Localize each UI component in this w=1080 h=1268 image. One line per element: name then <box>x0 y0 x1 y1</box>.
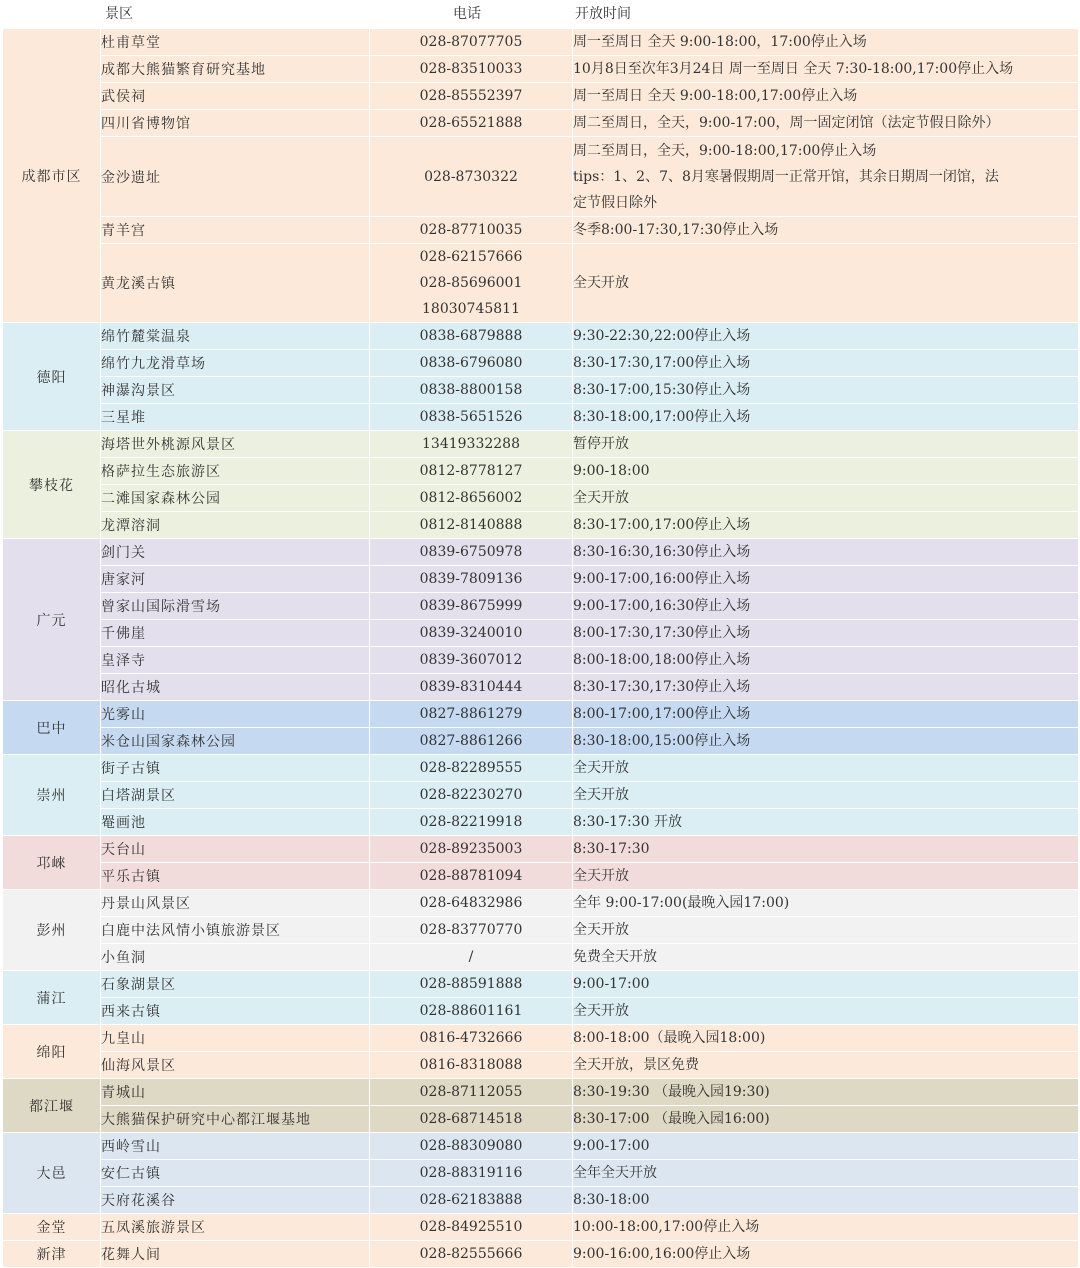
hours-cell <box>573 863 1079 890</box>
hours-line: 周一至周日 全天 9:00-18:00，17:00停止入场 <box>573 34 867 50</box>
phone-cell <box>370 83 573 110</box>
table-row <box>3 971 1079 998</box>
hours-cell <box>573 728 1079 755</box>
hours-line: 8:30-17:30 开放 <box>573 814 682 830</box>
spot-name-cell: 西来古镇 <box>101 998 370 1025</box>
spot-name-cell: 皇泽寺 <box>101 647 370 674</box>
spot-name-cell: 海塔世外桃源风景区 <box>101 431 370 458</box>
table-row <box>3 431 1079 458</box>
phone-line: 028-82219918 <box>419 814 523 830</box>
hours-line: 9:00-18:00 <box>573 463 650 479</box>
table-row <box>3 1106 1079 1133</box>
table-row <box>3 458 1079 485</box>
hours-cell <box>573 1187 1079 1214</box>
phone-line: 0838-5651526 <box>419 409 523 425</box>
table-row <box>3 566 1079 593</box>
hours-line: 8:30-17:00,17:00停止入场 <box>573 517 751 533</box>
table-row <box>3 1214 1079 1241</box>
hours-cell <box>573 836 1079 863</box>
phone-cell <box>370 323 573 350</box>
hours-line: 9:00-17:00,16:30停止入场 <box>573 598 751 614</box>
phone-line: 028-65521888 <box>419 115 523 131</box>
hours-cell <box>573 674 1079 701</box>
hours-line: 8:00-18:00,18:00停止入场 <box>573 652 751 668</box>
spot-name-cell: 米仓山国家森林公园 <box>101 728 370 755</box>
hours-line: 免费全天开放 <box>573 949 657 965</box>
phone-cell <box>370 1160 573 1187</box>
spot-name-cell: 二滩国家森林公园 <box>101 485 370 512</box>
hours-line: tips：1、2、7、8月寒暑假期周一正常开馆，其余日期周一闭馆，法 <box>573 168 999 185</box>
spot-name-cell: 仙海风景区 <box>101 1052 370 1079</box>
phone-line: 0839-3240010 <box>419 625 523 641</box>
spot-name-cell: 西岭雪山 <box>101 1133 370 1160</box>
hours-line: 9:00-17:00 <box>573 1138 650 1154</box>
hours-cell <box>573 1025 1079 1052</box>
hours-line: 全天开放 <box>573 760 629 776</box>
spot-name-cell: 安仁古镇 <box>101 1160 370 1187</box>
phone-line: 028-62183888 <box>419 1192 523 1208</box>
hours-cell <box>573 350 1079 377</box>
spot-name-cell: 绵竹九龙滑草场 <box>101 350 370 377</box>
table-row <box>3 244 1079 323</box>
spot-name-cell: 白塔湖景区 <box>101 782 370 809</box>
spot-name-cell: 五凤溪旅游景区 <box>101 1214 370 1241</box>
spot-name-cell: 平乐古镇 <box>101 863 370 890</box>
phone-cell <box>370 350 573 377</box>
table-row <box>3 539 1079 566</box>
hours-line: 8:00-18:00（最晚入园18:00) <box>573 1030 766 1046</box>
phone-line: 028-85552397 <box>419 88 523 104</box>
phone-cell <box>370 1187 573 1214</box>
region-cell: 彭州 <box>3 890 101 971</box>
phone-line: 028-83770770 <box>419 922 523 938</box>
table-row <box>3 701 1079 728</box>
hours-cell <box>573 56 1079 83</box>
phone-line: 0812-8656002 <box>419 490 523 506</box>
hours-cell <box>573 1079 1079 1106</box>
phone-cell <box>370 56 573 83</box>
hours-line: 全天开放 <box>573 490 629 506</box>
table-row <box>3 1079 1079 1106</box>
hours-cell <box>573 217 1079 244</box>
phone-cell <box>370 1214 573 1241</box>
hours-line: 冬季8:00-17:30,17:30停止入场 <box>573 222 779 238</box>
table-row <box>3 836 1079 863</box>
header-hours: 开放时间 <box>575 6 631 22</box>
phone-line: 028-85696001 <box>419 275 523 291</box>
table-row <box>3 217 1079 244</box>
phone-cell <box>370 1133 573 1160</box>
phone-line: 028-62157666 <box>419 249 523 265</box>
phone-cell <box>370 971 573 998</box>
hours-line: 8:30-18:00,15:00停止入场 <box>573 733 751 749</box>
spot-name-cell: 四川省博物馆 <box>101 110 370 137</box>
phone-line: 028-68714518 <box>419 1111 523 1127</box>
spot-name-cell: 青城山 <box>101 1079 370 1106</box>
table-row <box>3 485 1079 512</box>
spot-name-cell: 剑门关 <box>101 539 370 566</box>
phone-cell <box>370 1052 573 1079</box>
phone-line: 028-82289555 <box>419 760 523 776</box>
hours-cell <box>573 809 1079 836</box>
phone-cell <box>370 593 573 620</box>
region-cell: 蒲江 <box>3 971 101 1025</box>
phone-cell <box>370 458 573 485</box>
table-row <box>3 56 1079 83</box>
spot-name-cell: 金沙遗址 <box>101 137 370 217</box>
table-row <box>3 944 1079 971</box>
spot-name-cell: 曾家山国际滑雪场 <box>101 593 370 620</box>
hours-cell <box>573 485 1079 512</box>
hours-line: 8:30-17:30,17:30停止入场 <box>573 679 751 695</box>
hours-line: 8:30-17:00 （最晚入园16:00) <box>573 1111 770 1127</box>
hours-line: 周二至周日，全天，9:00-17:00，周一固定闭馆（法定节假日除外） <box>573 115 1000 131</box>
spot-name-cell: 花舞人间 <box>101 1241 370 1268</box>
hours-line: 全天开放，景区免费 <box>573 1057 699 1073</box>
table-row <box>3 29 1079 56</box>
spot-name-cell: 神瀑沟景区 <box>101 377 370 404</box>
phone-line: 028-84925510 <box>419 1219 523 1235</box>
phone-line: 028-87710035 <box>419 222 523 238</box>
phone-line: 028-87077705 <box>419 34 523 50</box>
region-cell: 成都市区 <box>3 29 101 323</box>
phone-line: 0812-8140888 <box>419 517 523 533</box>
hours-cell <box>573 137 1079 217</box>
hours-cell <box>573 890 1079 917</box>
hours-line: 9:00-17:00,16:00停止入场 <box>573 571 751 587</box>
header-spot: 景区 <box>105 6 133 22</box>
hours-cell <box>573 998 1079 1025</box>
phone-cell <box>370 620 573 647</box>
region-cell: 金堂 <box>3 1214 101 1241</box>
table-row <box>3 674 1079 701</box>
phone-line: 0816-4732666 <box>419 1030 523 1046</box>
phone-line: / <box>468 949 474 965</box>
hours-line: 暂停开放 <box>573 436 629 452</box>
table-row <box>3 377 1079 404</box>
phone-line: 0827-8861279 <box>419 706 523 722</box>
hours-line: 8:30-17:30 <box>573 841 650 857</box>
phone-cell <box>370 782 573 809</box>
spot-name-cell: 唐家河 <box>101 566 370 593</box>
region-cell: 崇州 <box>3 755 101 836</box>
phone-cell <box>370 836 573 863</box>
hours-cell <box>573 512 1079 539</box>
hours-cell <box>573 110 1079 137</box>
hours-cell <box>573 431 1079 458</box>
phone-cell <box>370 566 573 593</box>
hours-cell <box>573 458 1079 485</box>
hours-cell <box>573 647 1079 674</box>
table-row <box>3 782 1079 809</box>
hours-cell <box>573 1106 1079 1133</box>
hours-line: 全年全天开放 <box>573 1165 657 1181</box>
region-cell: 大邑 <box>3 1133 101 1214</box>
phone-line: 028-88591888 <box>419 976 523 992</box>
phone-line: 0839-8310444 <box>419 679 523 695</box>
phone-line: 0838-8800158 <box>419 382 523 398</box>
hours-cell <box>573 593 1079 620</box>
hours-cell <box>573 1214 1079 1241</box>
hours-cell <box>573 29 1079 56</box>
phone-cell <box>370 485 573 512</box>
spot-name-cell: 天府花溪谷 <box>101 1187 370 1214</box>
table-row <box>3 998 1079 1025</box>
phone-line: 0839-7809136 <box>419 571 523 587</box>
hours-line: 8:30-17:00,15:30停止入场 <box>573 382 751 398</box>
table-row <box>3 1133 1079 1160</box>
spot-name-cell: 街子古镇 <box>101 755 370 782</box>
hours-cell <box>573 971 1079 998</box>
phone-cell <box>370 377 573 404</box>
phone-line: 028-89235003 <box>419 841 523 857</box>
hours-line: 8:30-19:30 （最晚入园19:30) <box>573 1084 770 1100</box>
phone-cell <box>370 647 573 674</box>
table-row <box>3 863 1079 890</box>
phone-cell <box>370 539 573 566</box>
hours-cell <box>573 755 1079 782</box>
spot-name-cell: 千佛崖 <box>101 620 370 647</box>
spot-name-cell: 黄龙溪古镇 <box>101 244 370 323</box>
phone-line: 0812-8778127 <box>419 463 523 479</box>
phone-line: 0816-8318088 <box>419 1057 523 1073</box>
spot-name-cell: 九皇山 <box>101 1025 370 1052</box>
phone-line: 028-83510033 <box>419 61 523 77</box>
phone-cell <box>370 917 573 944</box>
table-row <box>3 137 1079 217</box>
table-row <box>3 728 1079 755</box>
hours-line: 9:00-17:00 <box>573 976 650 992</box>
table-row <box>3 809 1079 836</box>
hours-line: 10:00-18:00,17:00停止入场 <box>573 1219 760 1235</box>
hours-line: 全年 9:00-17:00(最晚入园17:00) <box>573 895 790 911</box>
hours-cell <box>573 1241 1079 1268</box>
table-row <box>3 1025 1079 1052</box>
phone-cell <box>370 728 573 755</box>
hours-line: 8:30-17:30,17:00停止入场 <box>573 355 751 371</box>
phone-line: 0839-8675999 <box>419 598 523 614</box>
table-row <box>3 512 1079 539</box>
hours-cell <box>573 944 1079 971</box>
hours-line: 8:30-18:00 <box>573 1192 650 1208</box>
region-cell: 德阳 <box>3 323 101 431</box>
spot-name-cell: 丹景山风景区 <box>101 890 370 917</box>
spot-name-cell: 大熊猫保护研究中心都江堰基地 <box>101 1106 370 1133</box>
table-row <box>3 890 1079 917</box>
hours-line: 全天开放 <box>573 922 629 938</box>
hours-cell <box>573 701 1079 728</box>
table-row <box>3 647 1079 674</box>
hours-cell <box>573 917 1079 944</box>
phone-line: 028-82230270 <box>419 787 523 803</box>
spot-name-cell: 小鱼洞 <box>101 944 370 971</box>
hours-line: 9:30-22:30,22:00停止入场 <box>573 328 751 344</box>
hours-line: 9:00-16:00,16:00停止入场 <box>573 1246 751 1262</box>
phone-line: 0839-3607012 <box>419 652 523 668</box>
table-row <box>3 620 1079 647</box>
hours-line: 全天开放 <box>573 1003 629 1019</box>
phone-cell <box>370 1241 573 1268</box>
hours-line: 全天开放 <box>573 868 629 884</box>
header-phone: 电话 <box>453 6 481 22</box>
phone-line: 028-88319116 <box>419 1165 523 1181</box>
region-cell: 绵阳 <box>3 1025 101 1079</box>
hours-line: 8:30-18:00,17:00停止入场 <box>573 409 751 425</box>
hours-cell <box>573 377 1079 404</box>
hours-line: 8:00-17:30,17:30停止入场 <box>573 625 751 641</box>
region-cell: 都江堰 <box>3 1079 101 1133</box>
hours-line: 全天开放 <box>573 275 629 291</box>
spot-name-cell: 石象湖景区 <box>101 971 370 998</box>
phone-cell <box>370 1025 573 1052</box>
attractions-table <box>2 28 1079 1268</box>
table-row <box>3 755 1079 782</box>
table-body <box>3 29 1079 1268</box>
table-row <box>3 917 1079 944</box>
phone-cell <box>370 701 573 728</box>
table-row <box>3 350 1079 377</box>
spot-name-cell: 昭化古城 <box>101 674 370 701</box>
phone-cell <box>370 137 573 217</box>
hours-line: 定节假日除外 <box>573 194 657 211</box>
hours-cell <box>573 539 1079 566</box>
hours-cell <box>573 83 1079 110</box>
phone-line: 18030745811 <box>422 301 520 317</box>
table-row <box>3 110 1079 137</box>
region-cell: 邛崍 <box>3 836 101 890</box>
table-row <box>3 1052 1079 1079</box>
hours-cell <box>573 1052 1079 1079</box>
spot-name-cell: 白鹿中法风情小镇旅游景区 <box>101 917 370 944</box>
phone-line: 028-82555666 <box>419 1246 523 1262</box>
phone-cell <box>370 244 573 323</box>
table-row <box>3 404 1079 431</box>
spot-name-cell: 杜甫草堂 <box>101 29 370 56</box>
phone-line: 13419332288 <box>422 436 520 452</box>
phone-cell <box>370 110 573 137</box>
phone-line: 0827-8861266 <box>419 733 523 749</box>
phone-cell <box>370 998 573 1025</box>
hours-line: 8:30-16:30,16:30停止入场 <box>573 544 751 560</box>
phone-line: 028-88601161 <box>419 1003 523 1019</box>
phone-cell <box>370 809 573 836</box>
table-row <box>3 83 1079 110</box>
region-cell: 新津 <box>3 1241 101 1268</box>
spot-name-cell: 绵竹麓棠温泉 <box>101 323 370 350</box>
phone-line: 0839-6750978 <box>419 544 523 560</box>
phone-cell <box>370 431 573 458</box>
phone-line: 028-88781094 <box>419 868 523 884</box>
region-cell: 攀枝花 <box>3 431 101 539</box>
hours-line: 周一至周日 全天 9:00-18:00,17:00停止入场 <box>573 88 858 104</box>
hours-cell <box>573 244 1079 323</box>
phone-line: 028-87112055 <box>419 1084 523 1100</box>
table-row <box>3 1187 1079 1214</box>
hours-cell <box>573 566 1079 593</box>
phone-cell <box>370 512 573 539</box>
phone-line: 028-64832986 <box>419 895 523 911</box>
phone-line: 0838-6879888 <box>419 328 523 344</box>
hours-line: 周二至周日，全天，9:00-18:00,17:00停止入场 <box>573 142 877 159</box>
phone-cell <box>370 755 573 782</box>
spot-name-cell: 青羊宫 <box>101 217 370 244</box>
hours-line: 8:00-17:00,17:00停止入场 <box>573 706 751 722</box>
phone-cell <box>370 29 573 56</box>
phone-line: 0838-6796080 <box>419 355 523 371</box>
phone-line: 028-88309080 <box>419 1138 523 1154</box>
spot-name-cell: 光雾山 <box>101 701 370 728</box>
hours-cell <box>573 323 1079 350</box>
phone-cell <box>370 944 573 971</box>
table-row <box>3 1241 1079 1268</box>
phone-cell <box>370 1079 573 1106</box>
spot-name-cell: 天台山 <box>101 836 370 863</box>
phone-line: 028-8730322 <box>424 168 518 185</box>
hours-cell <box>573 1160 1079 1187</box>
spot-name-cell: 成都大熊猫繁育研究基地 <box>101 56 370 83</box>
spot-name-cell: 武侯祠 <box>101 83 370 110</box>
spot-name-cell: 格萨拉生态旅游区 <box>101 458 370 485</box>
spot-name-cell: 龙潭溶洞 <box>101 512 370 539</box>
spot-name-cell: 罨画池 <box>101 809 370 836</box>
phone-cell <box>370 674 573 701</box>
phone-cell <box>370 890 573 917</box>
region-cell: 巴中 <box>3 701 101 755</box>
hours-cell <box>573 1133 1079 1160</box>
spot-name-cell: 三星堆 <box>101 404 370 431</box>
hours-line: 全天开放 <box>573 787 629 803</box>
hours-cell <box>573 620 1079 647</box>
phone-cell <box>370 863 573 890</box>
table-row <box>3 1160 1079 1187</box>
hours-line: 10月8日至次年3月24日 周一至周日 全天 7:30-18:00,17:00停止入场 <box>573 61 1014 77</box>
table-row <box>3 323 1079 350</box>
hours-cell <box>573 404 1079 431</box>
phone-cell <box>370 217 573 244</box>
phone-cell <box>370 404 573 431</box>
phone-cell <box>370 1106 573 1133</box>
table-row <box>3 593 1079 620</box>
region-cell: 广元 <box>3 539 101 701</box>
hours-cell <box>573 782 1079 809</box>
